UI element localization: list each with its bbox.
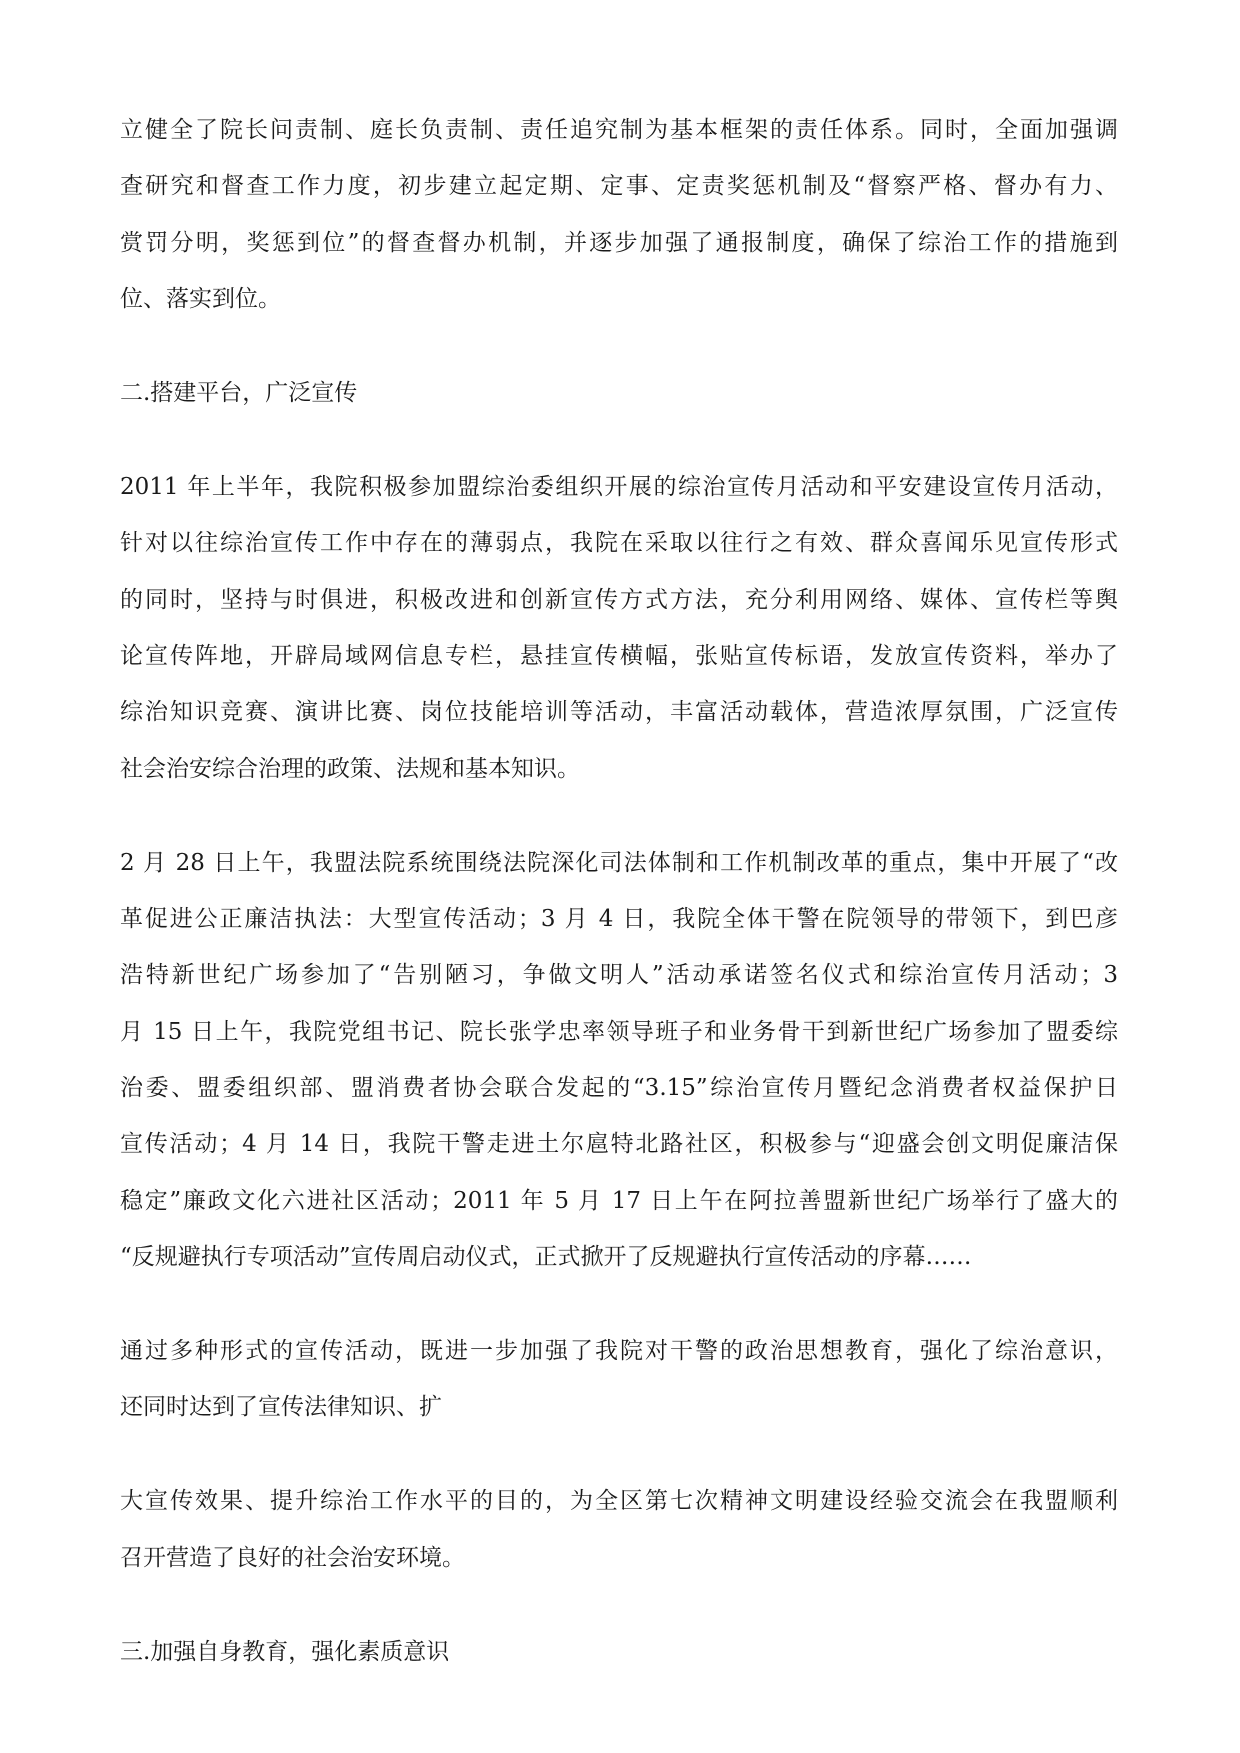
- section-heading: 三.加强自身教育，强化素质意识: [120, 1639, 450, 1665]
- paragraph-line: 浩特新世纪广场参加了“告别陋习，争做文明人”活动承诺签名仪式和综治宣传月活动；3: [120, 962, 1118, 988]
- paragraph-line: 月 15 日上午，我院党组书记、院长张学忠率领导班子和业务骨干到新世纪广场参加了盟委综: [120, 1019, 1118, 1045]
- paragraph-line: 治委、盟委组织部、盟消费者协会联合发起的“3.15”综治宣传月暨纪念消费者权益保护日: [120, 1075, 1118, 1101]
- paragraph-line: 2011 年上半年，我院积极参加盟综治委组织开展的综治宣传月活动和平安建设宣传月活动，: [120, 474, 1118, 500]
- paragraph-line: 论宣传阵地，开辟局域网信息专栏，悬挂宣传横幅，张贴宣传标语，发放宣传资料，举办了: [120, 643, 1118, 669]
- paragraph-line: 革促进公正廉洁执法：大型宣传活动；3 月 4 日，我院全体干警在院领导的带领下，到巴彦: [120, 906, 1118, 932]
- paragraph-line: 的同时，坚持与时俱进，积极改进和创新宣传方式方法，充分利用网络、媒体、宣传栏等舆: [120, 587, 1118, 613]
- paragraph-line: 查研究和督查工作力度，初步建立起定期、定事、定责奖惩机制及“督察严格、督办有力、: [120, 173, 1118, 199]
- paragraph-line: 综治知识竞赛、演讲比赛、岗位技能培训等活动，丰富活动载体，营造浓厚氛围，广泛宣传: [120, 699, 1118, 725]
- section-heading: 二.搭建平台，广泛宣传: [120, 380, 358, 406]
- paragraph-line: 2 月 28 日上午，我盟法院系统围绕法院深化司法体制和工作机制改革的重点，集中开展了“改: [120, 850, 1118, 876]
- paragraph-line: 宣传活动；4 月 14 日，我院干警走进土尔扈特北路社区，积极参与“迎盛会创文明促廉洁保: [120, 1131, 1118, 1157]
- paragraph-line: 大宣传效果、提升综治工作水平的目的，为全区第七次精神文明建设经验交流会在我盟顺利: [120, 1488, 1118, 1514]
- paragraph-line: 社会治安综合治理的政策、法规和基本知识。: [120, 756, 580, 782]
- paragraph-line: 针对以往综治宣传工作中存在的薄弱点，我院在采取以往行之有效、群众喜闻乐见宣传形式: [120, 530, 1118, 556]
- paragraph-line: 还同时达到了宣传法律知识、扩: [120, 1394, 442, 1420]
- paragraph-line: 召开营造了良好的社会治安环境。: [120, 1545, 465, 1571]
- paragraph-line: 赏罚分明，奖惩到位”的督查督办机制，并逐步加强了通报制度，确保了综治工作的措施到: [120, 230, 1118, 256]
- paragraph-line: 位、落实到位。: [120, 286, 281, 312]
- paragraph-line: “反规避执行专项活动”宣传周启动仪式，正式掀开了反规避执行宣传活动的序幕……: [120, 1244, 972, 1270]
- paragraph-line: 稳定”廉政文化六进社区活动；2011 年 5 月 17 日上午在阿拉善盟新世纪广场举行了盛大的: [120, 1188, 1118, 1214]
- paragraph-line: 立健全了院长问责制、庭长负责制、责任追究制为基本框架的责任体系。同时，全面加强调: [120, 117, 1118, 143]
- paragraph-line: 通过多种形式的宣传活动，既进一步加强了我院对干警的政治思想教育，强化了综治意识，: [120, 1338, 1118, 1364]
